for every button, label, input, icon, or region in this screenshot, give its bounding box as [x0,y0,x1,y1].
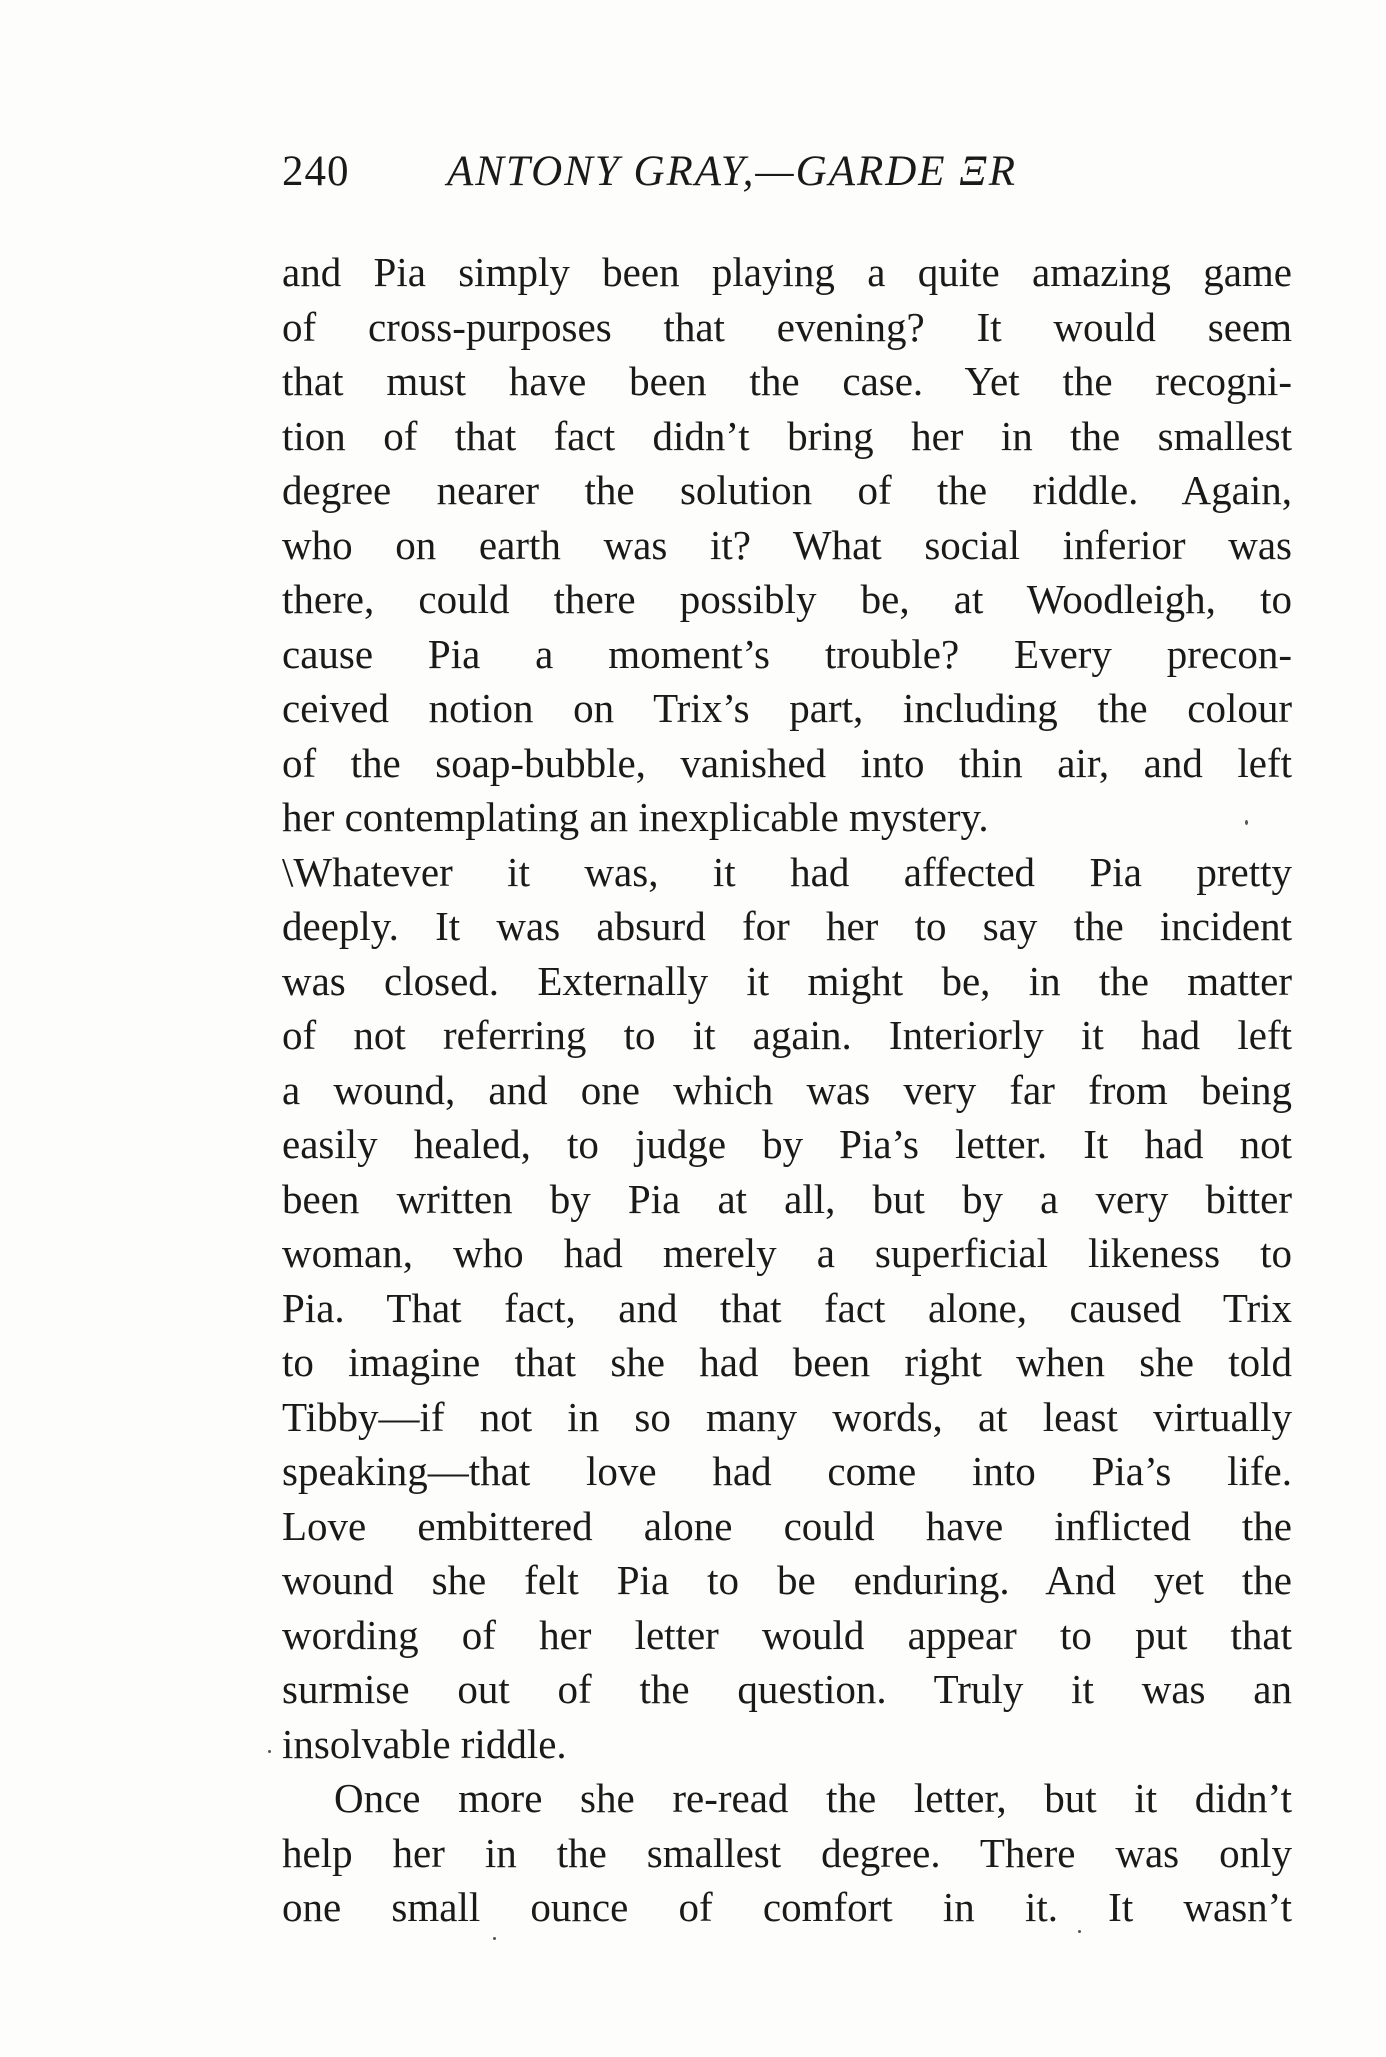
text-line-paragraph-start: \Whatever it was, it had affected Pia pretty [282,848,1292,895]
text-line: one small ounce of comfort in it. It wasn’t [282,1884,1292,1930]
text-line: deeply. It was absurd for her to say the incident [282,903,1292,949]
text-line: to imagine that she had been right when she told [282,1339,1292,1385]
text-line: degree nearer the solution of the riddle. Again, [282,467,1292,513]
text-line-paragraph-end: insolvable riddle. [282,1720,567,1767]
text-line: easily healed, to judge by Pia’s letter. It had not [282,1121,1292,1167]
text-line: that must have been the case. Yet the recogni- [282,358,1292,404]
text-line: Love embittered alone could have inflicted the [282,1502,1292,1549]
text-line: wound she felt Pia to be enduring. And yet the [282,1557,1292,1603]
running-title: ANTONY GRAY,—GARDE ΞR [447,148,1018,195]
text-line: who on earth was it? What social inferior was [282,521,1292,568]
text-line: speaking—that love had come into Pia’s life. [282,1448,1292,1494]
text-line: woman, who had merely a superficial likeness to [282,1230,1292,1276]
text-line: a wound, and one which was very far from being [282,1066,1292,1113]
text-line: cause Pia a moment’s trouble? Every precon- [282,630,1292,677]
page-number: 240 [282,148,350,195]
text-line: help her in the smallest degree. There was only [282,1829,1292,1876]
text-line: Pia. That fact, and that fact alone, caused Trix [282,1284,1292,1331]
body-text [282,245,1292,1935]
text-line: of cross-purposes that evening? It would seem [282,303,1292,350]
scan-speck [1078,1930,1081,1933]
text-line: tion of that fact didn’t bring her in the smallest [282,412,1292,459]
text-line-paragraph-start: Once more she re-read the letter, but it didn’t [334,1775,1292,1821]
text-line: there, could there possibly be, at Woodleigh, to [282,576,1292,622]
running-head [282,142,1292,202]
text-line: and Pia simply been playing a quite amazing game [282,249,1292,295]
text-line: ceived notion on Trix’s part, including the colour [282,685,1292,731]
text-line: was closed. Externally it might be, in the matter [282,957,1292,1004]
scan-speck [268,1750,271,1753]
text-line: wording of her letter would appear to put that [282,1611,1292,1658]
scan-speck [493,1937,496,1940]
scan-speck [1245,820,1248,825]
text-line-paragraph-end: her contemplating an inexplicable mystery. [282,794,989,840]
text-line: Tibby—if not in so many words, at least virtually [282,1393,1292,1440]
text-line: of not referring to it again. Interiorly it had left [282,1012,1292,1058]
text-line: of the soap-bubble, vanished into thin air, and left [282,739,1292,786]
text-line: surmise out of the question. Truly it was an [282,1666,1292,1712]
text-line: been written by Pia at all, but by a very bitter [282,1175,1292,1222]
